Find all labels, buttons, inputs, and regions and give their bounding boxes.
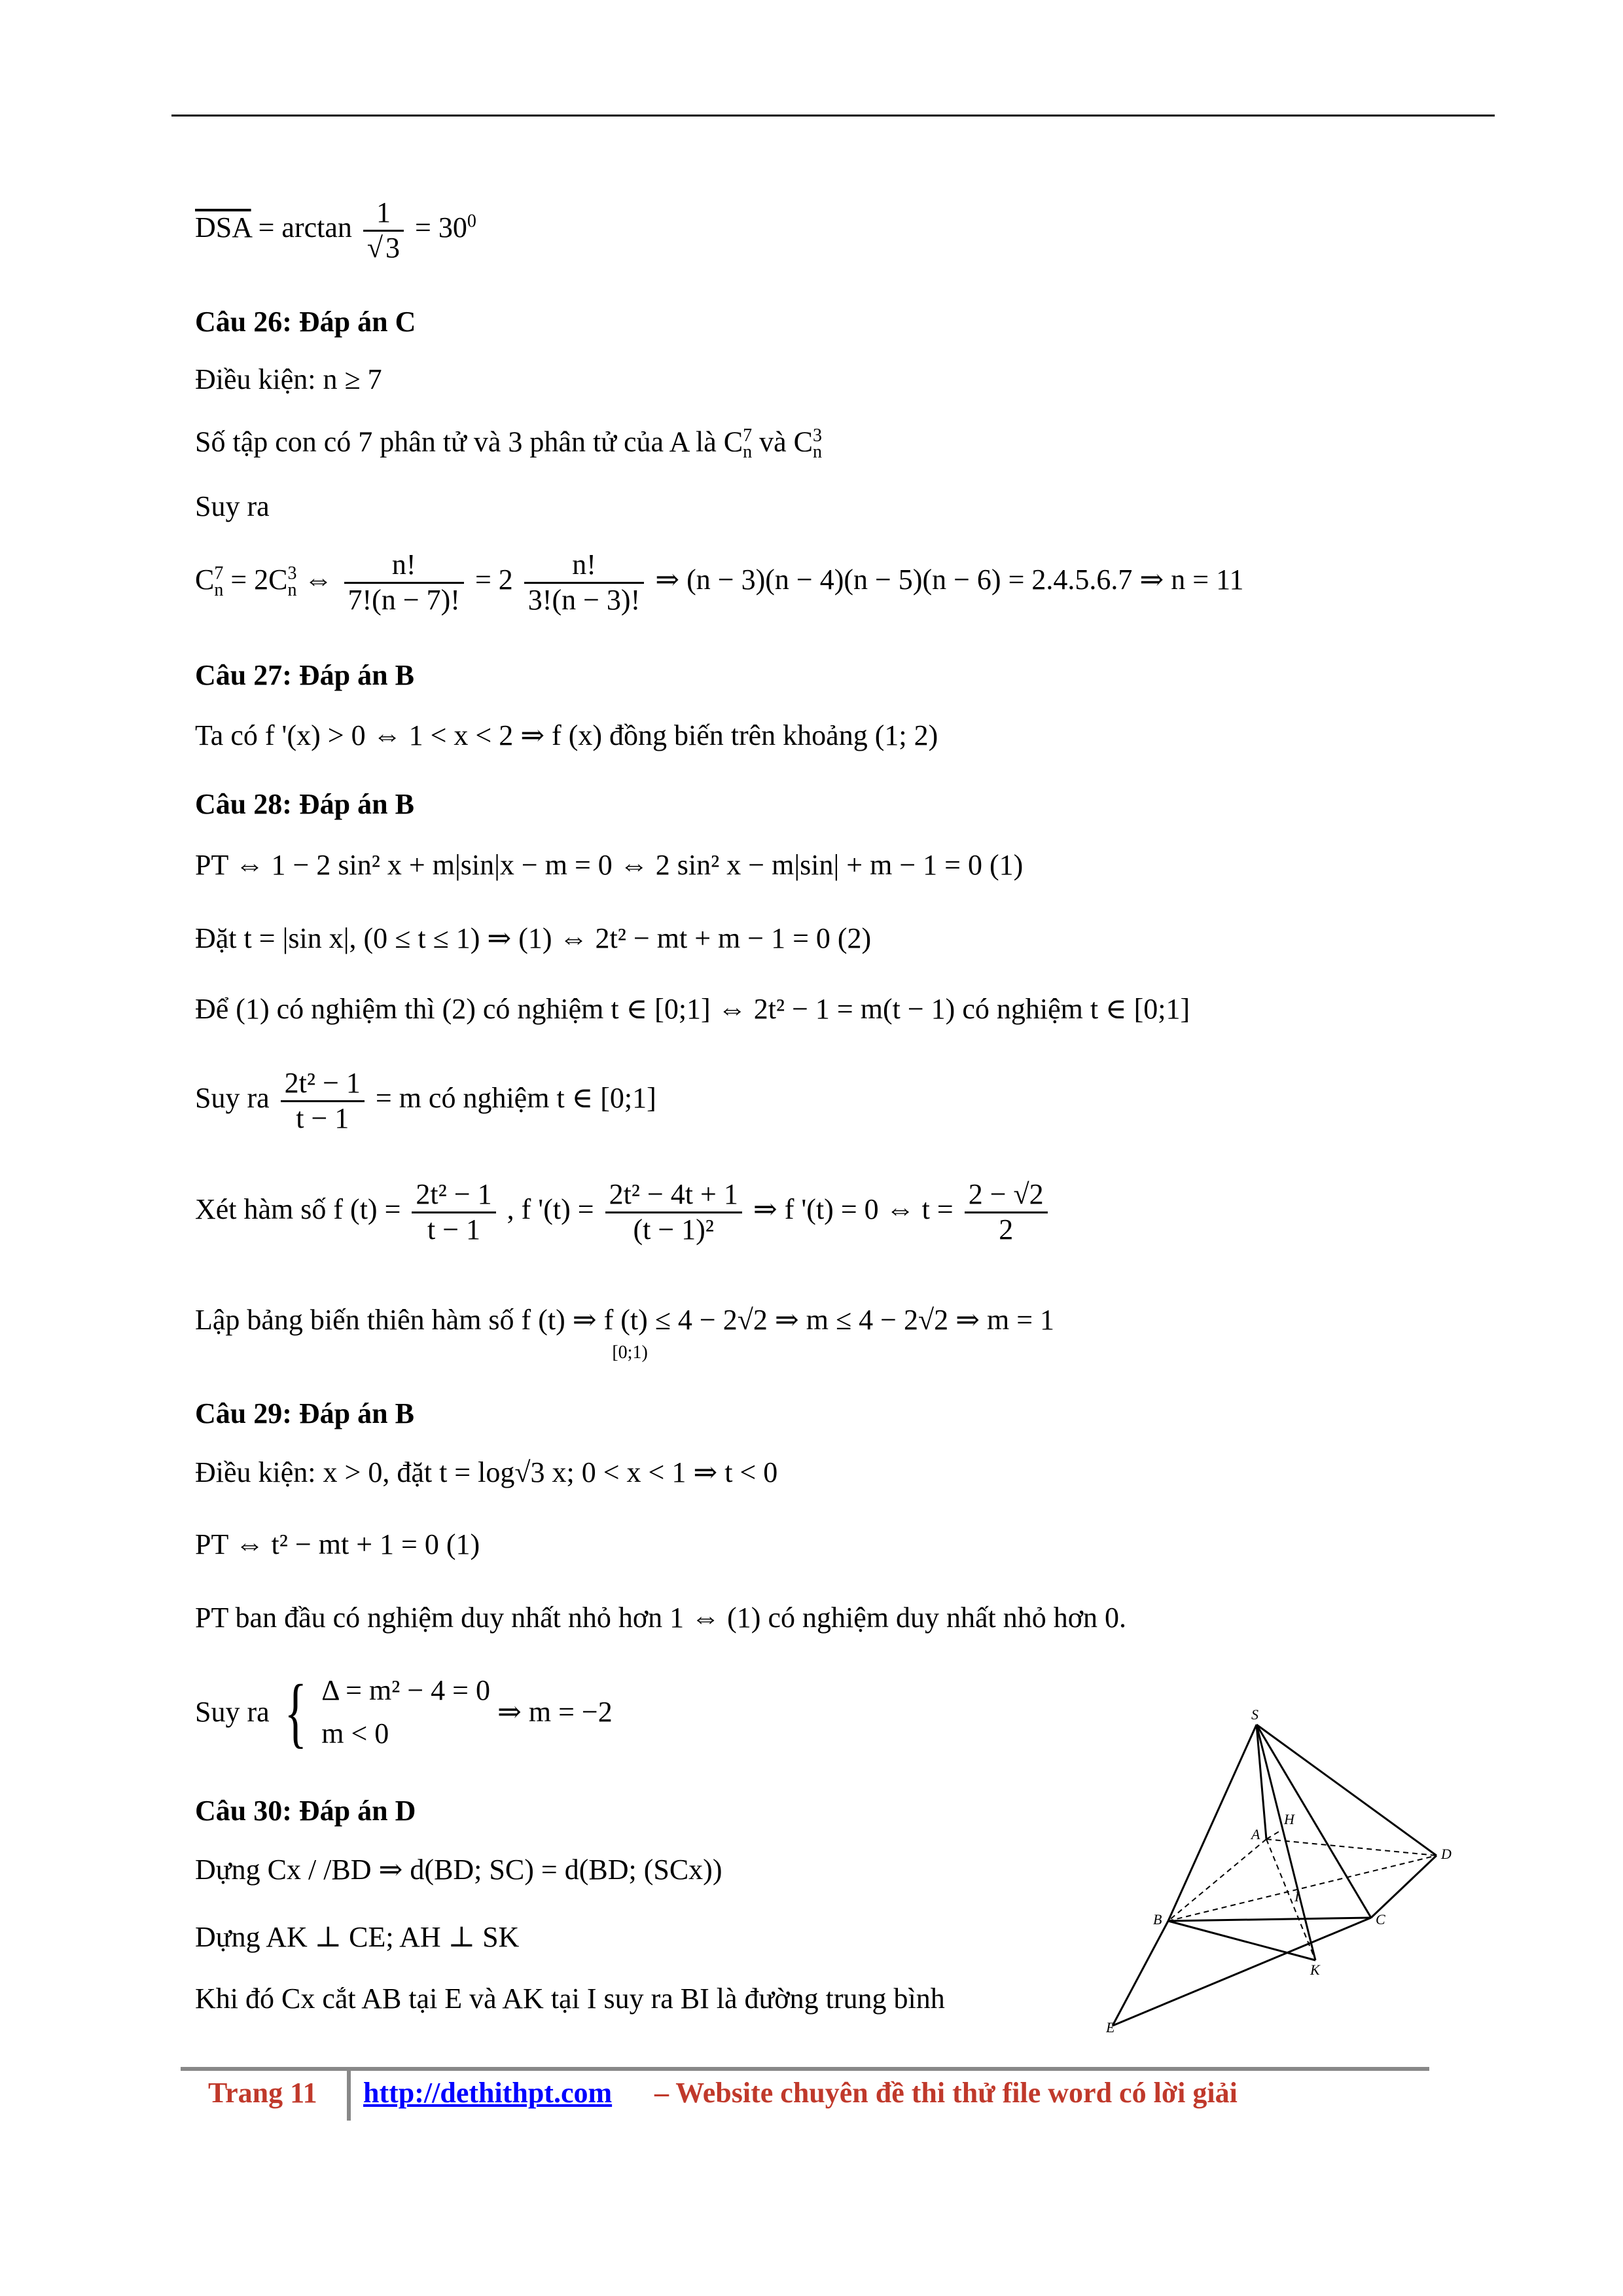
edge-ah — [1266, 1829, 1283, 1839]
q30-khido: Khi đó Cx cắt AB tại E và AK tại I suy ra BI là đường trung bình — [195, 1982, 945, 2015]
q26-title: Câu 26: Đáp án C — [195, 306, 416, 338]
footer-rule — [181, 2067, 1429, 2071]
q30-dung1: Dựng Cx / /BD ⇒ d(BD; SC) = d(BD; (SCx)) — [195, 1854, 722, 1886]
q26-condition: Điều kiện: n ≥ 7 — [195, 363, 382, 395]
q29-condition: Điều kiện: x > 0, đặt t = log√3 x; 0 < x < 1 ⇒ t < 0 — [195, 1456, 778, 1488]
edge-bc — [1168, 1918, 1371, 1921]
edge-ad — [1266, 1839, 1436, 1856]
label-i: I — [1294, 1888, 1300, 1905]
header-rule — [171, 115, 1495, 117]
edge-cd — [1371, 1856, 1436, 1918]
q28-xet: Xét hàm số f (t) = $\frac{\text{2t² − 1}}{t - 1}$ , f '(t) = $\frac{\text{2t² − 4t + 1}}{\text{(t − 1)²}}$ ⇒ f '(t) = 0 ⇔ t = $\frac{2 - √2}{2}$ — [195, 1178, 1052, 1246]
fraction: $\frac{\text{2t² − 1}}{t - 1}$ — [281, 1067, 365, 1135]
fraction: $\frac{n!}{7!(n - 7)!}$ — [344, 548, 464, 617]
label-h: H — [1284, 1811, 1294, 1827]
q26-suyra: Suy ra — [195, 490, 270, 522]
q30-title: Câu 30: Đáp án D — [195, 1795, 416, 1827]
q28-dat: Đặt t = |sin x|, (0 ≤ t ≤ 1) ⇒ (1) ⇔ 2t² − mt + m − 1 = 0 (2) — [195, 922, 872, 954]
label-d: D — [1441, 1846, 1452, 1862]
fraction: $\frac{2 - √2}{2}$ — [965, 1178, 1048, 1246]
q29-title: Câu 29: Đáp án B — [195, 1397, 414, 1429]
q29-pt: PT ⇔ t² − mt + 1 = 0 (1) — [195, 1528, 480, 1560]
label-c: C — [1376, 1911, 1385, 1928]
q29-suyra: Suy ra { Δ = m² − 4 = 0 m < 0 ⇒ m = −2 — [195, 1668, 613, 1755]
label-k: K — [1310, 1962, 1320, 1978]
q27-title: Câu 27: Đáp án B — [195, 659, 414, 691]
q28-title: Câu 28: Đáp án B — [195, 788, 414, 820]
label-a: A — [1251, 1826, 1260, 1842]
q26-subsets: Số tập con có 7 phân tử và 3 phân tử của A là $C^7_n$ và $C^3_n$ — [195, 425, 822, 463]
edge-sc — [1257, 1725, 1371, 1918]
q28-de: Để (1) có nghiệm thì (2) có nghiệm t ∈ [0;1] ⇔ 2t² − 1 = m(t − 1) có nghiệm t ∈ [0;1] — [195, 993, 1190, 1025]
edge-sb — [1168, 1725, 1257, 1921]
q29-ban-dau: PT ban đầu có nghiệm duy nhất nhỏ hơn 1 ⇔ (1) có nghiệm duy nhất nhỏ hơn 0. — [195, 1602, 1126, 1634]
dsa-line: $\overline{DSA} = \arctan$ $\frac{1}{√3}$ = $30^0$ — [195, 196, 476, 264]
fraction: $\frac{n!}{3!(n - 3)!}$ — [524, 548, 644, 617]
footer-tagline: – Website chuyên đề thi thử file word có lời giải — [654, 2077, 1238, 2109]
pyramid-figure — [1106, 1705, 1459, 2032]
q26-equation: $C^7_n = 2C^3_n$ ⇔ $\frac{n!}{7!(n - 7)!}$ = 2 $\frac{n!}{3!(n - 3)!}$ ⇒ (n − 3)(n − 4)(n − 5)(n − 6) = 2.4.5.6.7 ⇒ n = 11 — [195, 548, 1244, 616]
page-number: Trang 11 — [208, 2077, 317, 2109]
q30-dung2: Dựng AK ⊥ CE; AH ⊥ SK — [195, 1921, 520, 1953]
edge-bk — [1168, 1921, 1315, 1960]
edge-ec — [1113, 1918, 1371, 2026]
fraction: $\frac{\text{2t² − 1}}{t - 1}$ — [412, 1178, 495, 1246]
footer-divider — [347, 2068, 351, 2121]
fraction: $\frac{1}{√3}$ — [363, 196, 404, 264]
q27-text: Ta có f '(x) > 0 ⇔ 1 < x < 2 ⇒ f (x) đồng biến trên khoảng (1; 2) — [195, 719, 938, 751]
edge-ak — [1266, 1839, 1315, 1960]
label-s: S — [1251, 1706, 1258, 1723]
label-b: B — [1153, 1911, 1162, 1928]
edge-eb — [1113, 1921, 1168, 2026]
dsa-angle: $\overline{DSA}$ — [195, 211, 251, 244]
label-e: E — [1106, 2019, 1115, 2032]
q28-suyra: Suy ra $\frac{\text{2t² − 1}}{t - 1}$ = m có nghiệm t ∈ [0;1] — [195, 1067, 656, 1134]
website-link[interactable]: http://dethithpt.com — [363, 2077, 613, 2109]
fraction: $\frac{\text{2t² − 4t + 1}}{\text{(t − 1)²}}$ — [605, 1178, 742, 1246]
q28-pt: PT ⇔ 1 − 2 sin² x + m|sin|x − m = 0 ⇔ 2 sin² x − m|sin| + m − 1 = 0 (1) — [195, 849, 1024, 881]
q28-bbt: Lập bảng biến thiên hàm số f (t) ⇒ f (t) [0;1) ≤ 4 − 2√2 ⇒ m ≤ 4 − 2√2 ⇒ m = 1 — [195, 1304, 1055, 1363]
